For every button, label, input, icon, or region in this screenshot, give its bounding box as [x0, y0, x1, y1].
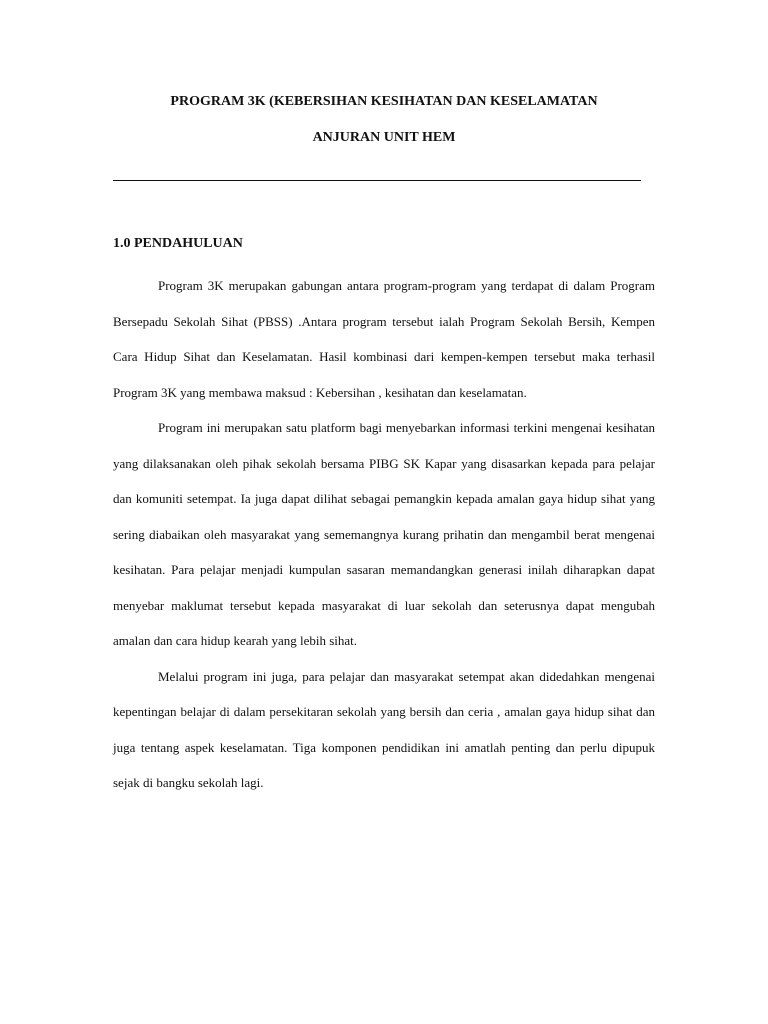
document-title-line-2: ANJURAN UNIT HEM [312, 130, 456, 145]
document-body [113, 268, 655, 801]
document-title-line-1: PROGRAM 3K (KEBERSIHAN KESIHATAN DAN KESELAMATAN [170, 94, 598, 109]
paragraph-3: Melalui program ini juga, para pelajar dan masyarakat setempat akan didedahkan mengenai kepentingan belajar di dalam persekitaran sekolah yang bersih dan ceria , amalan gaya hidup sihat dan juga tentang aspek keselamatan. Tiga komponen pendidikan ini amatlah penting dan perlu dipupuk sejak di bangku sekolah lagi. [113, 668, 655, 790]
title-underline-divider [113, 180, 641, 181]
paragraph-1: Program 3K merupakan gabungan antara program-program yang terdapat di dalam Program Bersepadu Sekolah Sihat (PBSS) .Antara program tersebut ialah Program Sekolah Bersih, Kempen Cara Hidup Sihat dan Keselamatan. Hasil kombinasi dari kempen-kempen tersebut maka terhasil Program 3K yang membawa maksud : Kebersihan , kesihatan dan keselamatan. [113, 278, 655, 400]
section-heading: 1.0 PENDAHULUAN [113, 236, 243, 251]
paragraph-2: Program ini merupakan satu platform bagi menyebarkan informasi terkini mengenai kesihatan yang dilaksanakan oleh pihak sekolah bersama PIBG SK Kapar yang disasarkan kepada para pelajar dan komuniti setempat. Ia juga dapat dilihat sebagai pemangkin kepada amalan gaya hidup sihat yang sering diabaikan oleh masyarakat yang sememangnya kurang prihatin dan mengambil berat mengenai kesihatan. Para pelajar menjadi kumpulan sasaran memandangkan generasi inilah diharapkan dapat menyebar maklumat tersebut kepada masyarakat di luar sekolah dan seterusnya dapat mengubah amalan dan cara hidup kearah yang lebih sihat. [113, 420, 655, 648]
